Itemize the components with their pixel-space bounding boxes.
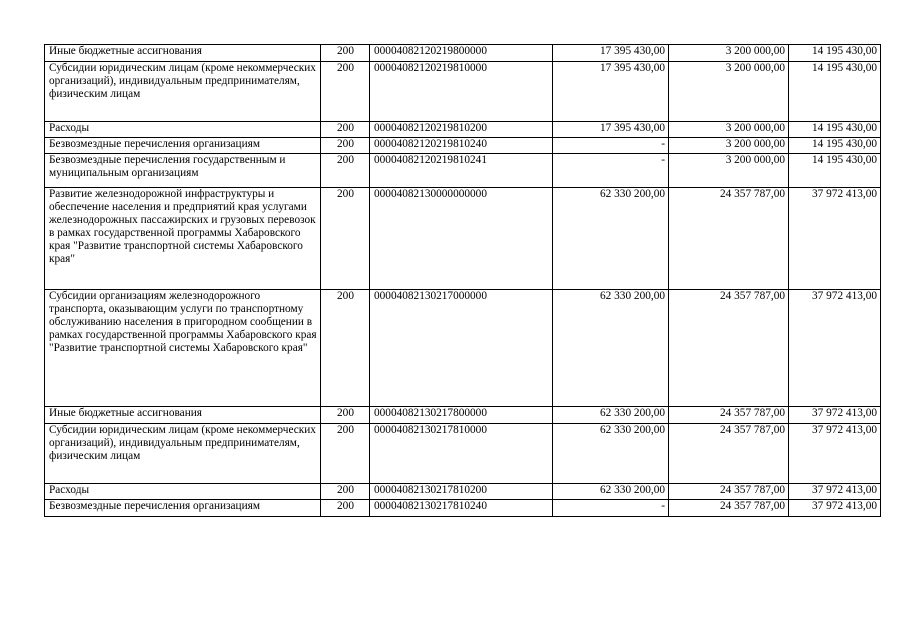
row-value-3: 37 972 413,00: [789, 188, 881, 290]
row-value-3: 37 972 413,00: [789, 424, 881, 484]
row-value-1: -: [553, 154, 669, 188]
row-value-2: 3 200 000,00: [669, 62, 789, 122]
row-name: Иные бюджетные ассигнования: [45, 407, 321, 424]
row-code: 200: [321, 407, 370, 424]
row-kbk: 00004082130217810000: [370, 424, 553, 484]
row-value-2: 3 200 000,00: [669, 154, 789, 188]
row-value-2: 24 357 787,00: [669, 500, 789, 517]
row-kbk: 00004082120219800000: [370, 45, 553, 62]
row-code: 200: [321, 484, 370, 500]
row-name: Безвозмездные перечисления государственным и муниципальным организациям: [45, 154, 321, 188]
row-value-2: 24 357 787,00: [669, 424, 789, 484]
row-code: 200: [321, 424, 370, 484]
row-code: 200: [321, 154, 370, 188]
row-value-2: 24 357 787,00: [669, 484, 789, 500]
row-value-1: 62 330 200,00: [553, 424, 669, 484]
row-value-2: 24 357 787,00: [669, 407, 789, 424]
row-kbk: 00004082130217810200: [370, 484, 553, 500]
row-value-3: 14 195 430,00: [789, 138, 881, 154]
row-value-1: 62 330 200,00: [553, 290, 669, 407]
table-row: [45, 62, 881, 122]
row-kbk: 00004082120219810200: [370, 122, 553, 138]
budget-table: [44, 44, 881, 517]
row-value-3: 37 972 413,00: [789, 290, 881, 407]
row-name: Безвозмездные перечисления организациям: [45, 500, 321, 517]
row-kbk: 00004082130000000000: [370, 188, 553, 290]
table-row: [45, 407, 881, 424]
row-value-3: 37 972 413,00: [789, 500, 881, 517]
table-row: [45, 154, 881, 188]
row-value-2: 3 200 000,00: [669, 122, 789, 138]
row-value-1: 62 330 200,00: [553, 188, 669, 290]
row-value-1: 17 395 430,00: [553, 62, 669, 122]
row-code: 200: [321, 45, 370, 62]
row-value-1: 17 395 430,00: [553, 45, 669, 62]
row-value-2: 24 357 787,00: [669, 188, 789, 290]
row-kbk: 00004082120219810241: [370, 154, 553, 188]
row-name: Развитие железнодорожной инфраструктуры и обеспечение населения и предприятий края услугами железнодорожных пассажирских и грузовых перевозок в рамках государственной программы Хабаровского края "Развитие транспортной системы Хабаровского края": [45, 188, 321, 290]
table-row: [45, 290, 881, 407]
table-row: [45, 188, 881, 290]
row-value-1: 17 395 430,00: [553, 122, 669, 138]
row-name: Иные бюджетные ассигнования: [45, 45, 321, 62]
row-code: 200: [321, 122, 370, 138]
row-code: 200: [321, 62, 370, 122]
table-row: [45, 122, 881, 138]
row-value-3: 14 195 430,00: [789, 122, 881, 138]
row-name: Безвозмездные перечисления организациям: [45, 138, 321, 154]
table-row: [45, 424, 881, 484]
row-value-1: 62 330 200,00: [553, 484, 669, 500]
table-row: [45, 500, 881, 517]
row-name: Субсидии организациям железнодорожного транспорта, оказывающим услуги по транспортному обслуживанию населения в пригородном сообщении в рамках государственной программы Хабаровского края "Развитие транспортной системы Хабаровского края": [45, 290, 321, 407]
row-code: 200: [321, 188, 370, 290]
row-kbk: 00004082130217800000: [370, 407, 553, 424]
row-value-1: -: [553, 500, 669, 517]
row-code: 200: [321, 500, 370, 517]
row-name: Расходы: [45, 484, 321, 500]
table-row: [45, 45, 881, 62]
row-value-1: 62 330 200,00: [553, 407, 669, 424]
table-row: [45, 138, 881, 154]
row-value-3: 37 972 413,00: [789, 407, 881, 424]
row-value-2: 24 357 787,00: [669, 290, 789, 407]
row-value-1: -: [553, 138, 669, 154]
row-name: Расходы: [45, 122, 321, 138]
row-code: 200: [321, 290, 370, 407]
row-kbk: 00004082120219810000: [370, 62, 553, 122]
row-code: 200: [321, 138, 370, 154]
row-name: Субсидии юридическим лицам (кроме некоммерческих организаций), индивидуальным предпринимателям, физическим лицам: [45, 62, 321, 122]
row-value-3: 37 972 413,00: [789, 484, 881, 500]
row-kbk: 00004082130217000000: [370, 290, 553, 407]
row-kbk: 00004082120219810240: [370, 138, 553, 154]
row-value-3: 14 195 430,00: [789, 62, 881, 122]
row-value-2: 3 200 000,00: [669, 45, 789, 62]
row-kbk: 00004082130217810240: [370, 500, 553, 517]
row-value-2: 3 200 000,00: [669, 138, 789, 154]
table-row: [45, 484, 881, 500]
row-name: Субсидии юридическим лицам (кроме некоммерческих организаций), индивидуальным предпринимателям, физическим лицам: [45, 424, 321, 484]
row-value-3: 14 195 430,00: [789, 154, 881, 188]
row-value-3: 14 195 430,00: [789, 45, 881, 62]
